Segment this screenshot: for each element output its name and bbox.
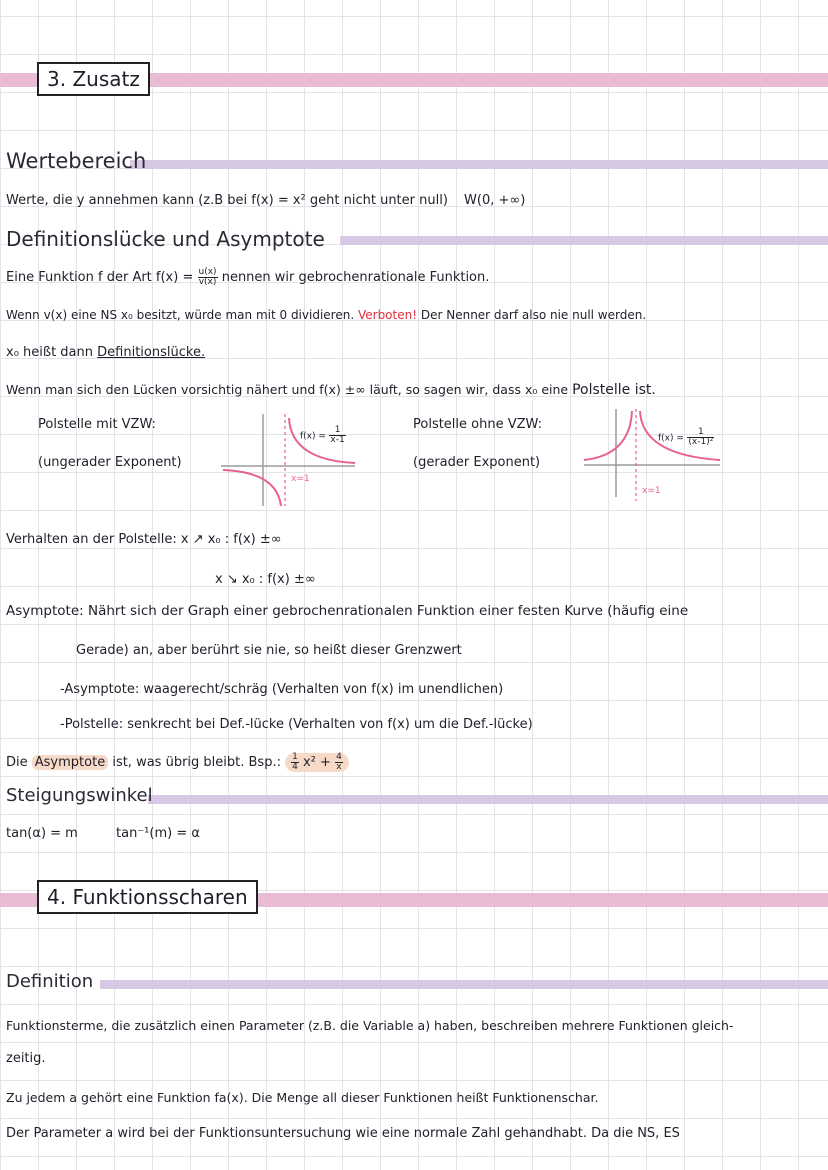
pol2-function [658,428,714,447]
frac-num: 1 [687,428,714,438]
pol2-label2: (gerader Exponent) [413,455,541,470]
pol1-function [300,426,346,445]
heading-definition: Definition [6,971,94,992]
heading-underline [130,160,828,169]
asym-line5 [6,753,349,772]
def-line1: Funktionsterme, die zusätzlich einen Parameter (z.B. die Variable a) haben, beschreiben mehrere Funktionen gleich- [6,1018,734,1033]
defl-line1-a: Eine Funktion f der Art f(x) = [6,270,194,285]
frac-num: 1 [292,752,298,762]
defl-line1 [6,268,489,287]
heading-underline [100,980,828,989]
asymptote-highlight: Asymptote [32,755,108,770]
steigung-f1: tan(α) = m [6,826,78,841]
frac-2 [335,753,343,772]
asym-line1: Asymptote: Nährt sich der Graph einer gebrochenrationalen Funktion einer festen Kurve (häufig eine [6,603,689,619]
frac-den: v(x) [198,277,217,287]
polstelle-term: Polstelle ist. [572,382,656,398]
defl-line3-a: x₀ heißt dann [6,345,94,360]
werte-range: W(0, +∞) [464,193,526,208]
steigung-f2: tan⁻¹(m) = α [116,826,200,841]
defl-line2-a: Wenn v(x) eine NS x₀ besitzt, würde man mit 0 dividieren. [6,308,355,322]
frac-den: x [336,762,342,772]
frac-den: 4 [292,762,298,772]
defl-line3 [6,345,205,361]
pol1-xmark: x=1 [291,474,310,484]
def-line2: zeitig. [6,1051,46,1066]
frac-num: 1 [329,426,345,436]
verboten-text: Verboten! [357,308,418,322]
werte-line: Werte, die y annehmen kann (z.B bei f(x) = x² geht nicht unter null) [6,193,448,208]
frac-den: (x-1)² [688,437,714,447]
def-line3: Zu jedem a gehört eine Funktion fa(x). Die Menge all dieser Funktionen heißt Funktionenschar. [6,1090,599,1105]
heading-underline [148,795,828,804]
frac-1 [291,753,299,772]
def-line4: Der Parameter a wird bei der Funktionsuntersuchung wie eine normale Zahl gehandhabt. Da die NS, ES [6,1126,680,1141]
werte-text [6,193,525,209]
asym-line4: -Polstelle: senkrecht bei Def.-lücke (Verhalten von f(x) um die Def.-lücke) [60,717,533,732]
asym-line3: -Asymptote: waagerecht/schräg (Verhalten von f(x) im unendlichen) [60,682,504,697]
pol2-fx: f(x) = [658,433,684,444]
defl-line4-a: Wenn man sich den Lücken vorsichtig nähert und f(x) ±∞ läuft, so sagen wir, dass x₀ eine [6,382,569,397]
frac-num: u(x) [198,267,217,277]
heading-underline [340,236,828,245]
pol2-fraction [687,428,714,447]
verhalten-line1: Verhalten an der Polstelle: x ↗ x₀ : f(x) ±∞ [6,532,282,547]
pol1-label1: Polstelle mit VZW: [38,417,156,432]
definitionsluecke-term: Definitionslücke. [97,345,206,360]
verhalten-line2: x ↘ x₀ : f(x) ±∞ [215,572,316,587]
section-title: 3. Zusatz [37,62,150,96]
example-formula [285,753,349,772]
pol1-label2: (ungerader Exponent) [38,455,182,470]
pol1-fx: f(x) = [300,431,326,442]
heading-wertebereich: Wertebereich [6,149,147,173]
frac-num: 4 [336,752,342,762]
section-title: 4. Funktionsscharen [37,880,258,914]
defl-line2 [6,307,646,323]
pol1-fraction [329,426,345,445]
example-mid: x² + [302,755,331,770]
frac-den: x-1 [330,435,345,445]
heading-definitionsluecke: Definitionslücke und Asymptote [6,227,325,251]
heading-steigungswinkel: Steigungswinkel [6,785,153,806]
asym-line5-b: ist, was übrig bleibt. Bsp.: [112,755,281,770]
fraction [198,268,218,287]
asym-line5-a: Die [6,755,28,770]
defl-line1-b: nennen wir gebrochenrationale Funktion. [221,270,490,285]
defl-line4 [6,382,656,398]
pol2-label1: Polstelle ohne VZW: [413,417,542,432]
graph-polstelle-mit-vzw [215,410,365,510]
defl-line2-b: Der Nenner darf also nie null werden. [420,308,647,322]
pol2-xmark: x=1 [642,486,661,496]
asym-line2: Gerade) an, aber berührt sie nie, so heißt dieser Grenzwert [76,643,462,658]
